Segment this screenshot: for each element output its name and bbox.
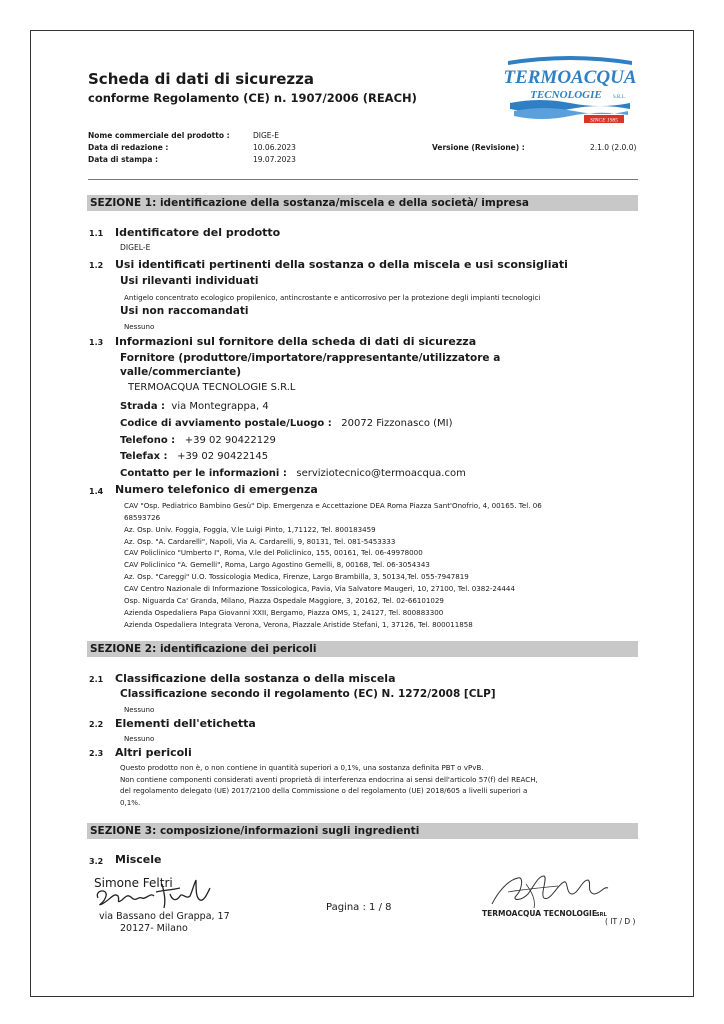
version-value: 2.1.0 (2.0.0) [590, 143, 637, 152]
logo-line2: TECNOLOGIE [530, 89, 602, 101]
fax-label: Telefax : [120, 451, 168, 462]
phone-row [120, 435, 276, 446]
language-code: ( IT / D ) [605, 917, 636, 926]
s23-number: 2.3 [89, 749, 104, 758]
s22-title: Elementi dell'etichetta [115, 717, 256, 730]
s23-title: Altri pericoli [115, 746, 192, 759]
street-row [120, 401, 269, 412]
fax-row [120, 451, 268, 462]
logo-line1: TERMOACQUA [503, 67, 637, 88]
s12-title: Usi identificati pertinenti della sostanza o della miscela e usi sconsigliati [115, 258, 568, 271]
signer-address-2: 20127- Milano [120, 923, 188, 934]
s13-number: 1.3 [89, 338, 104, 347]
supplier-title-2: valle/commerciante) [120, 366, 242, 378]
s32-title: Miscele [115, 853, 162, 866]
s21-value: Nessuno [124, 705, 155, 714]
s23-line: 0,1%. [120, 797, 141, 807]
fax-value: +39 02 90422145 [177, 451, 269, 462]
company-stamp-suffix: SRL [596, 912, 607, 918]
emergency-line: Az. Osp. "Careggi" U.O. Tossicologia Medica, Firenze, Largo Brambilla, 3, 50134,Tel. 055-7947819 [124, 572, 469, 582]
drafted-value: 10.06.2023 [253, 143, 296, 152]
emergency-line: Az. Osp. "A. Cardarelli", Napoli, Via A. Cardarelli, 9, 80131, Tel. 081-5453333 [124, 536, 396, 546]
signer-address-1: via Bassano del Grappa, 17 [99, 911, 230, 922]
handwritten-signature [92, 878, 214, 914]
printed-label: Data di stampa : [88, 155, 159, 164]
s12-number: 1.2 [89, 261, 104, 270]
emergency-line: Azienda Ospedaliera Integrata Verona, Verona, Piazzale Aristide Stefani, 1, 37126, Tel. 800011858 [124, 619, 473, 629]
s11-value: DIGEL-E [120, 243, 151, 252]
product-name-label: Nome commerciale del prodotto : [88, 131, 230, 140]
supplier-name: TERMOACQUA TECNOLOGIE S.R.L [128, 382, 296, 393]
s22-value: Nessuno [124, 734, 155, 743]
termoacqua-logo [500, 53, 640, 125]
drafted-label: Data di redazione : [88, 143, 169, 152]
emergency-line: CAV Policlinico "Umberto I", Roma, V.le del Policlinico, 155, 00161, Tel. 06-49978000 [124, 548, 423, 558]
s21-number: 2.1 [89, 675, 104, 684]
phone-label: Telefono : [120, 435, 176, 446]
contact-value: serviziotecnico@termoacqua.com [296, 468, 466, 479]
postal-value: 20072 Fizzonasco (MI) [341, 418, 453, 429]
s14-title: Numero telefonico di emergenza [115, 483, 318, 496]
emergency-line: CAV "Osp. Pediatrico Bambino Gesù" Dip. Emergenza e Accettazione DEA Roma Piazza Sant'Onofrio, 4, 00165. Tel. 06 [124, 501, 542, 510]
emergency-line: CAV Policlinico "A. Gemelli", Roma, Largo Agostino Gemelli, 8, 00168, Tel. 06-3054343 [124, 560, 430, 570]
stamp-signature-stroke [492, 876, 608, 904]
emergency-line: 68593726 [124, 512, 161, 522]
s21-sub: Classificazione secondo il regolamento (EC) N. 1272/2008 [CLP] [120, 688, 496, 700]
s21-title: Classificazione della sostanza o della miscela [115, 672, 396, 685]
street-value: via Montegrappa, 4 [171, 401, 269, 412]
postal-label: Codice di avviamento postale/Luogo : [120, 418, 332, 429]
header-divider [88, 179, 638, 180]
section-3-header: SEZIONE 3: composizione/informazioni sugli ingredienti [87, 823, 638, 839]
emergency-line: Azienda Ospedaliera Papa Giovanni XXII, Bergamo, Piazza OMS, 1, 24127, Tel. 800883300 [124, 607, 444, 617]
s22-number: 2.2 [89, 720, 104, 729]
contact-row [120, 468, 466, 479]
s11-number: 1.1 [89, 229, 104, 238]
s11-title: Identificatore del prodotto [115, 226, 281, 239]
s13-title: Informazioni sul fornitore della scheda di dati di sicurezza [115, 335, 477, 348]
not-recommended-title: Usi non raccomandati [120, 305, 249, 317]
product-name-value: DIGE-E [253, 131, 279, 140]
version-label: Versione (Revisione) : [432, 143, 525, 152]
s23-line: Non contiene componenti considerati aventi proprietà di interferenza endocrina ai sensi dell'articolo 57(f) del REACH, [120, 774, 538, 784]
phone-value: +39 02 90422129 [184, 435, 276, 446]
page-number: Pagina : 1 / 8 [326, 902, 392, 913]
s14-number: 1.4 [89, 487, 104, 496]
company-stamp-signature [478, 872, 628, 922]
logo-since: SINCE 1985 [590, 117, 618, 124]
street-label: Strada : [120, 401, 166, 412]
s23-line: del regolamento delegato (UE) 2017/2100 della Commissione o del regolamento (UE) 2018/605 a livelli superiori a [120, 786, 528, 796]
not-recommended-value: Nessuno [124, 322, 155, 331]
emergency-line: Osp. Niguarda Ca' Granda, Milano, Piazza Ospedale Maggiore, 3, 20162, Tel. 02-66101029 [124, 595, 444, 605]
logo-wave-top [508, 56, 632, 65]
section-1-header: SEZIONE 1: identificazione della sostanza/miscela e della società/ impresa [87, 195, 638, 211]
document-subtitle: conforme Regolamento (CE) n. 1907/2006 (REACH) [88, 91, 417, 105]
uses-text: Antigelo concentrato ecologico propilenico, antincrostante e anticorrosivo per la protezione degli impianti tecnologici [124, 293, 541, 302]
postal-row [120, 418, 453, 429]
s23-line: Questo prodotto non è, o non contiene in quantità superiori a 0,1%, una sostanza definita PBT o vPvB. [120, 763, 484, 772]
supplier-title-1: Fornitore (produttore/importatore/rappresentante/utilizzatore a [120, 352, 501, 364]
printed-value: 19.07.2023 [253, 155, 296, 164]
emergency-line: Az. Osp. Univ. Foggia, Foggia, V.le Luigi Pinto, 1,71122, Tel. 800183459 [124, 524, 376, 534]
contact-label: Contatto per le informazioni : [120, 468, 287, 479]
emergency-line: CAV Centro Nazionale di Informazione Tossicologica, Pavia, Via Salvatore Maugeri, 10, 27100, Tel. 0382-24444 [124, 583, 515, 593]
company-stamp-text: TERMOACQUA TECNOLOGIE [482, 909, 597, 918]
s32-number: 3.2 [89, 857, 104, 866]
section-2-header: SEZIONE 2: identificazione dei pericoli [87, 641, 638, 657]
logo-suffix: S.R.L. [613, 95, 626, 100]
document-title: Scheda di dati di sicurezza [88, 70, 315, 88]
signature-stroke [97, 880, 210, 908]
signer-name: Simone Feltri [94, 876, 173, 890]
uses-title: Usi rilevanti individuati [120, 275, 259, 287]
